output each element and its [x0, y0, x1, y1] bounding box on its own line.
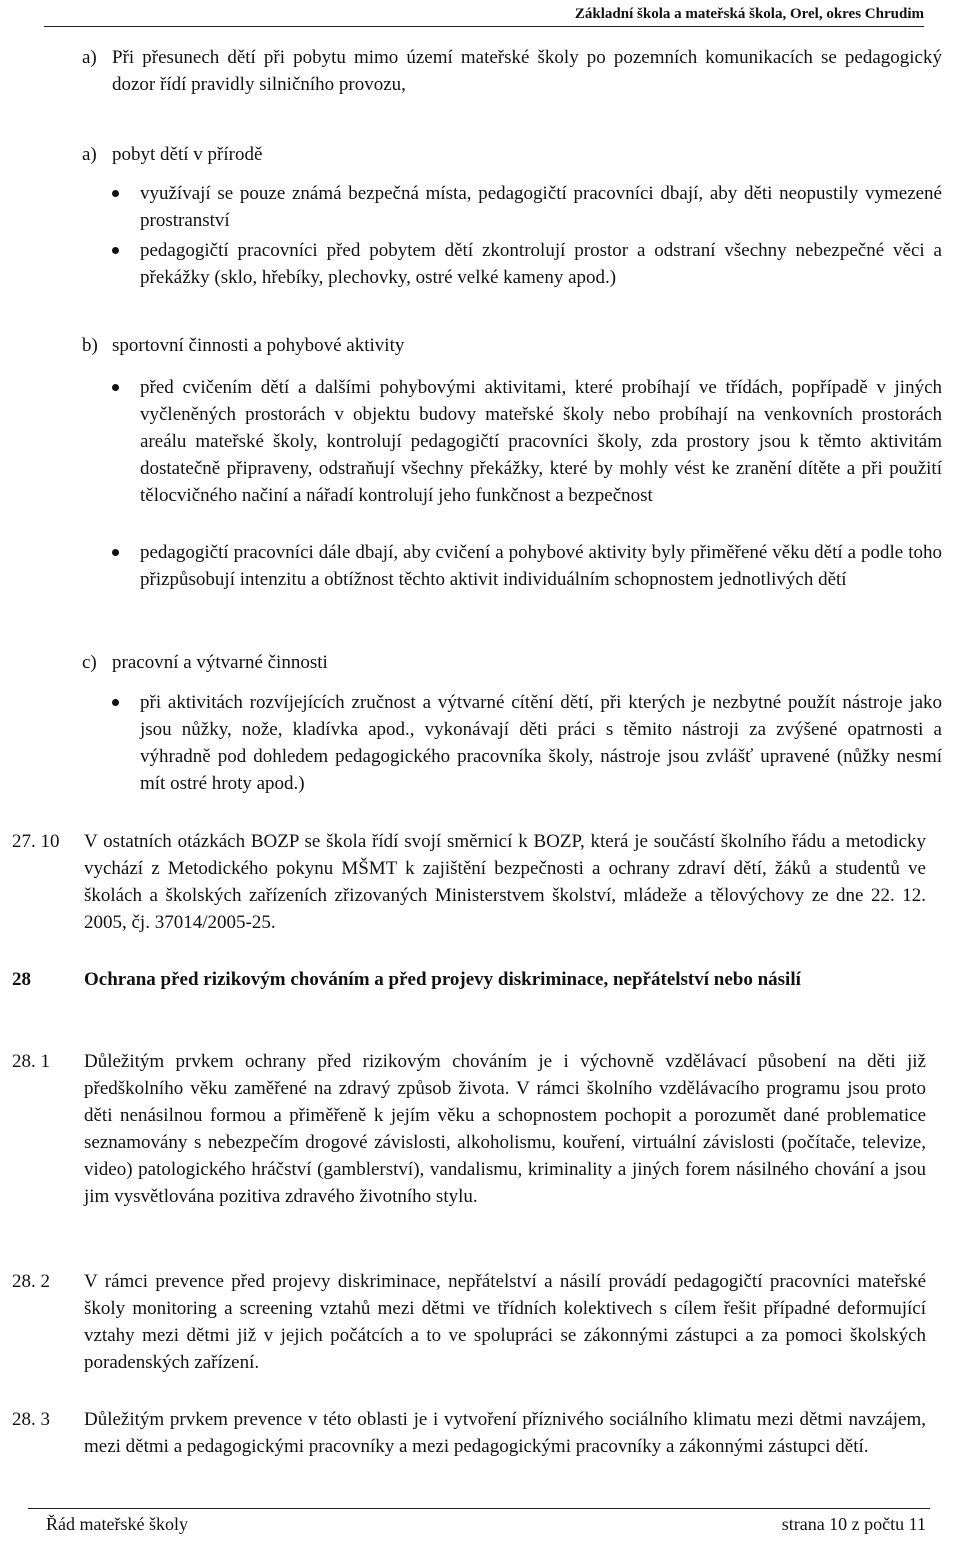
- bullet-b-1: před cvičením dětí a dalšími pohybovými aktivitami, které probíhají ve třídách, popřípadě v jiných vyčleněných prostorách v objektu budovy mateřské školy nebo probíhají na venkovních prostorách areálu mateřské školy, kontrolují pedagogičtí pracovníci školy, zda prostory jsou k těmto aktivitám dostatečně připraveny, odstraňují všechny překážky, které by mohly vést ke zranění dítěte a při použití tělocvičného načiní a nářadí kontrolují jeho funkčnost a bezpečnost: [140, 374, 942, 509]
- paragraph-a1: Při přesunech dětí při pobytu mimo území mateřské školy po pozemních komunikacích se pedagogický dozor řídí pravidly silničního provozu,: [112, 47, 942, 95]
- paragraph-number: 28. 1: [12, 1051, 50, 1072]
- section-title: Ochrana před rizikovým chováním a před projevy diskriminace, nepřátelství nebo násilí: [84, 969, 801, 990]
- section-number: 28: [12, 969, 31, 990]
- bullet-a2-1: využívají se pouze známá bezpečná místa, pedagogičtí pracovníci dbají, aby děti neopustily vymezené prostranství: [140, 180, 942, 234]
- heading-a2: pobyt dětí v přírodě: [112, 144, 263, 165]
- bullet-a2-2: pedagogičtí pracovníci před pobytem dětí zkontrolují prostor a odstraní všechny nebezpečné věci a překážky (sklo, hřebíky, plechovky, ostré velké kameny apod.): [140, 237, 942, 291]
- paragraph-28-3: Důležitým prvkem prevence v této oblasti je i vytvoření příznivého sociálního klimatu mezi dětmi navzájem, mezi dětmi a pedagogickými pracovníky a mezi pedagogickými pracovníky a zákonnými zástupci dětí.: [84, 1409, 926, 1457]
- item-label-a1: a): [82, 47, 97, 68]
- paragraph-28-1: Důležitým prvkem ochrany před rizikovým chováním je i výchovně vzdělávací působení na děti již předškolního věku zaměřené na zdravý způsob života. V rámci školního vzdělávacího programu jsou proto děti nenásilnou formou a přiměřeně k jejím věku a schopnostem pochopit a porozumět dané problematice seznamovány s nebezpečím drogové závislosti, alkoholismu, kouření, virtuální závislosti (počítače, televize, video) patologického hráčství (gamblerství), vandalismu, kriminality a jiných forem násilného chování a jsou jim vysvětlována pozitiva zdravého životního stylu.: [84, 1051, 926, 1207]
- bullet-c-1: při aktivitách rozvíjejících zručnost a výtvarné cítění dětí, při kterých je nezbytné použít nástroje jako jsou nůžky, nože, kladívka apod., vykonávají děti práci s těmito nástroji za zvýšené opatrnosti a výhradně pod dohledem pedagogického pracovníka školy, nástroje jsou zvlášť upravené (nůžky nesmí mít ostré hroty apod.): [140, 689, 942, 797]
- heading-b: sportovní činnosti a pohybové aktivity: [112, 335, 405, 356]
- paragraph-number: 28. 3: [12, 1409, 50, 1430]
- paragraph-27-10: V ostatních otázkách BOZP se škola řídí svojí směrnicí k BOZP, která je součástí školního řádu a metodicky vychází z Metodického pokynu MŠMT k zajištění bezpečnosti a ochrany zdraví dětí, žáků a studentů ve školách a školských zařízeních zřizovaných Ministerstvem školství, mládeže a tělovýchovy ze dne 22. 12. 2005, čj. 37014/2005-25.: [84, 831, 926, 933]
- heading-c: pracovní a výtvarné činnosti: [112, 652, 328, 673]
- footer-page-number: strana 10 z počtu 11: [781, 1514, 926, 1534]
- item-label-c: c): [82, 652, 97, 673]
- bullet-b-2: pedagogičtí pracovníci dále dbají, aby cvičení a pohybové aktivity byly přiměřené věku dětí a podle toho přizpůsobují intenzitu a obtížnost těchto aktivit individuálním schopnostem jednotlivých dětí: [140, 539, 942, 593]
- page-header: Základní škola a mateřská škola, Orel, okres Chrudim: [44, 4, 924, 27]
- paragraph-number: 27. 10: [12, 831, 60, 852]
- item-label-b: b): [82, 335, 98, 356]
- footer-document-title: Řád mateřské školy: [46, 1514, 188, 1534]
- paragraph-28-2: V rámci prevence před projevy diskriminace, nepřátelství a násilí provádí pedagogičtí pracovníci mateřské školy monitoring a screening vztahů mezi dětmi ve třídních kolektivech s cílem řešit případné deformující vztahy mezi dětmi již v jejich počátcích a to ve spolupráci se zákonnými zástupci a za pomoci školských poradenských zařízení.: [84, 1271, 926, 1373]
- page-footer: [28, 1508, 930, 1539]
- paragraph-number: 28. 2: [12, 1271, 50, 1292]
- item-label-a2: a): [82, 144, 97, 165]
